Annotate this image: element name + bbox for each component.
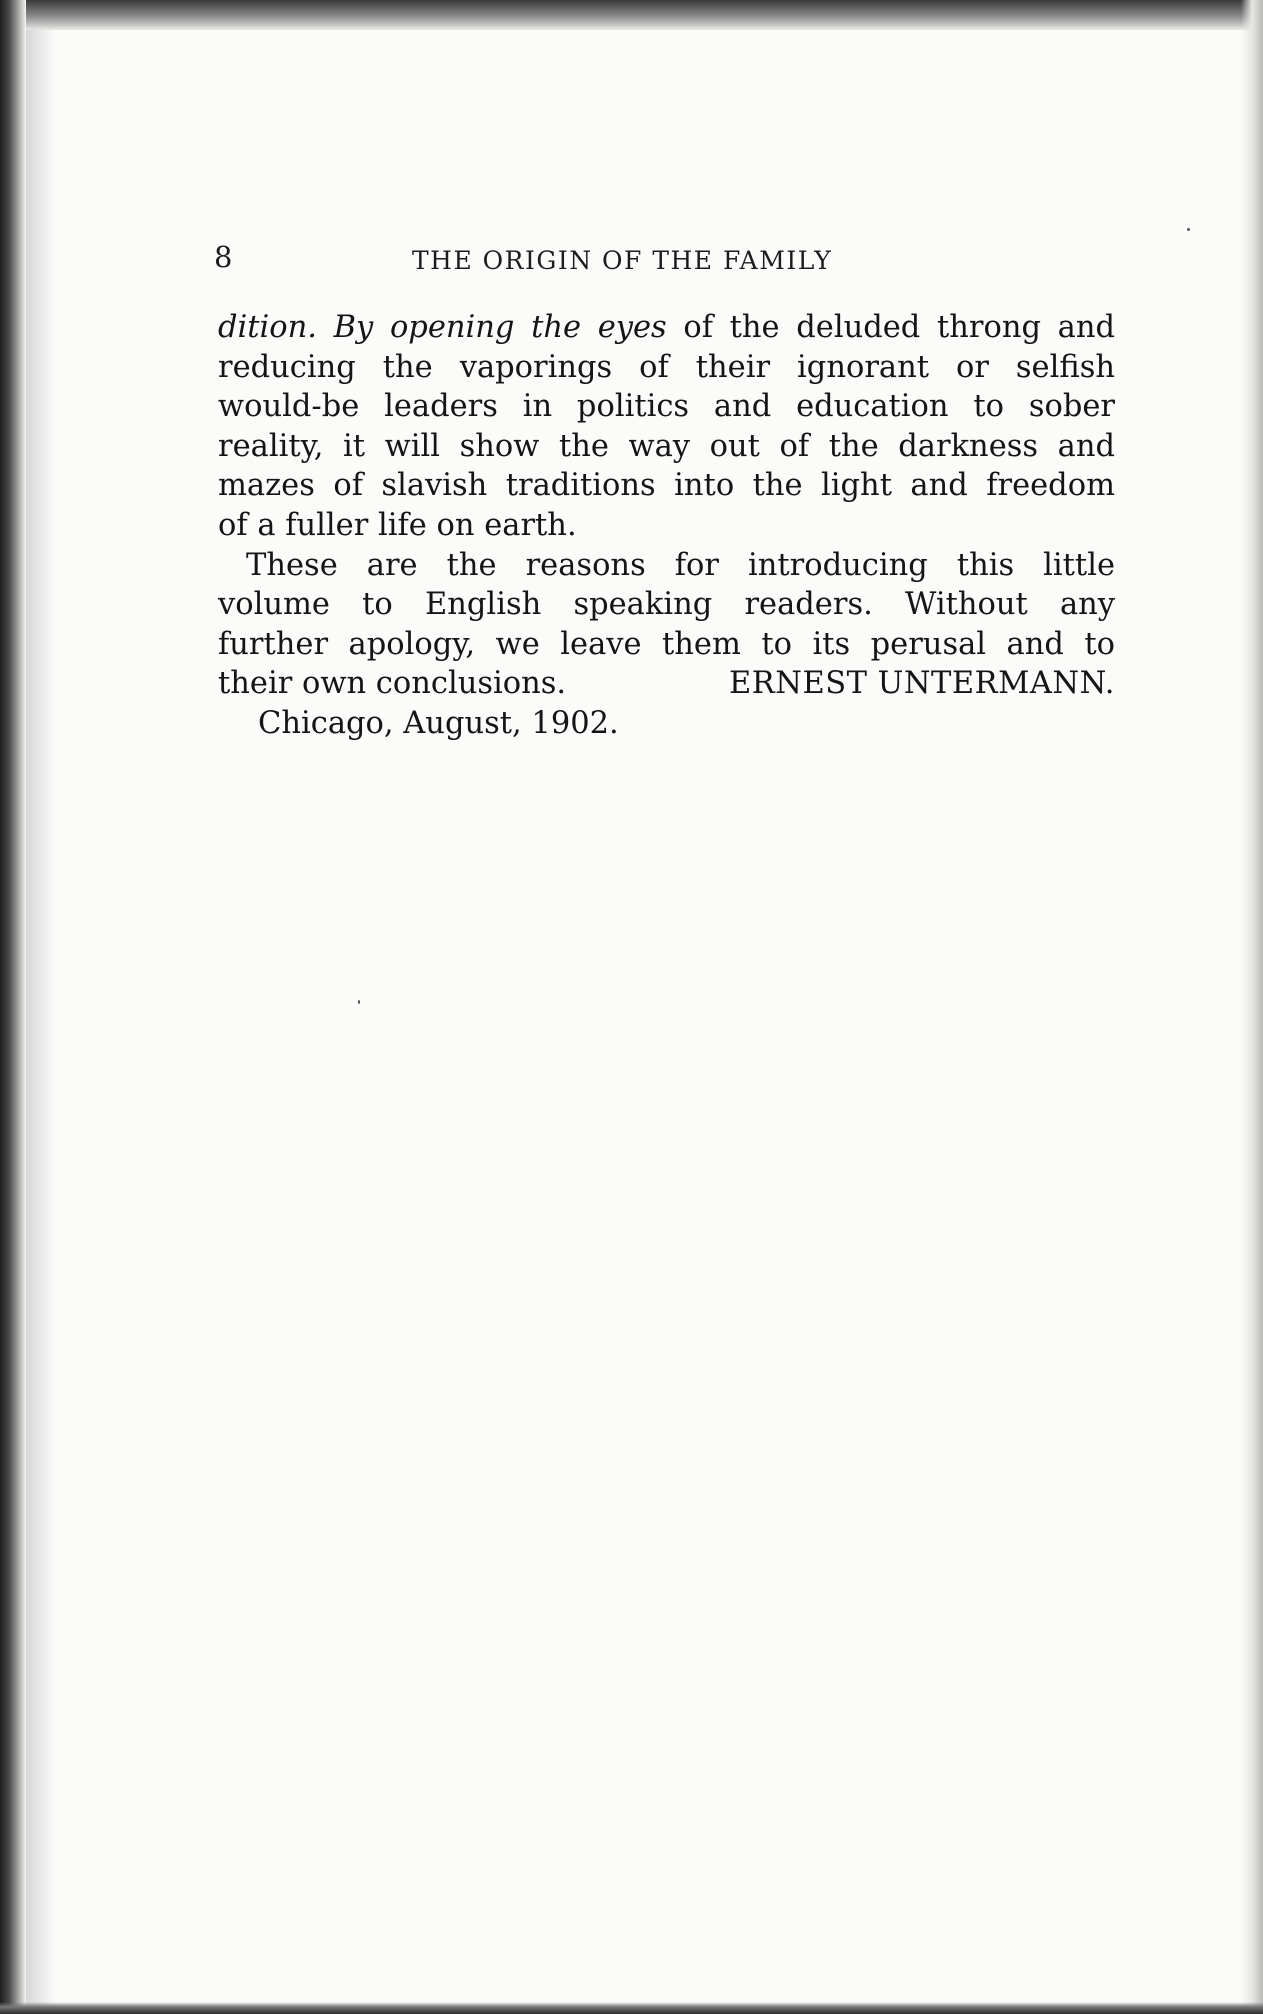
text-line: further apology, we leave them to its perusal and to — [218, 626, 1115, 662]
page-number: 8 — [214, 240, 233, 274]
paragraph — [218, 308, 1115, 546]
body-text — [218, 308, 1115, 744]
scan-right-edge — [1241, 0, 1263, 2014]
signature-line — [218, 664, 1115, 704]
text-line — [218, 308, 1115, 348]
scan-binding-edge — [0, 0, 26, 2014]
text-span: their own conclusions. — [218, 666, 567, 702]
text-line: reducing the vaporings of their ignorant or selfish — [218, 349, 1115, 385]
text-line: volume to English speaking readers. Without any — [218, 587, 1115, 623]
text-line: would-be leaders in politics and education to sober — [218, 389, 1115, 425]
paragraph — [218, 546, 1115, 744]
scan-bottom-edge — [0, 2002, 1263, 2014]
text-line: mazes of slavish traditions into the light and freedom — [218, 468, 1115, 504]
text-line: These are the reasons for introducing this little — [246, 547, 1115, 583]
scan-speck — [358, 1000, 360, 1004]
text-line: of a fuller life on earth. — [218, 507, 577, 543]
text-line: reality, it will show the way out of the darkness and — [218, 428, 1115, 464]
scan-binding-shadow — [26, 30, 56, 2014]
text-span: of the deluded throng and — [666, 310, 1115, 345]
page-header — [214, 240, 1114, 280]
italic-phrase: dition. By opening the eyes — [218, 310, 667, 345]
author-signature: ERNEST UNTERMANN. — [729, 666, 1115, 702]
running-head: THE ORIGIN OF THE FAMILY — [412, 246, 833, 275]
scan-speck — [1187, 228, 1190, 231]
scan-top-edge — [0, 0, 1263, 30]
dateline: Chicago, August, 1902. — [258, 705, 619, 741]
